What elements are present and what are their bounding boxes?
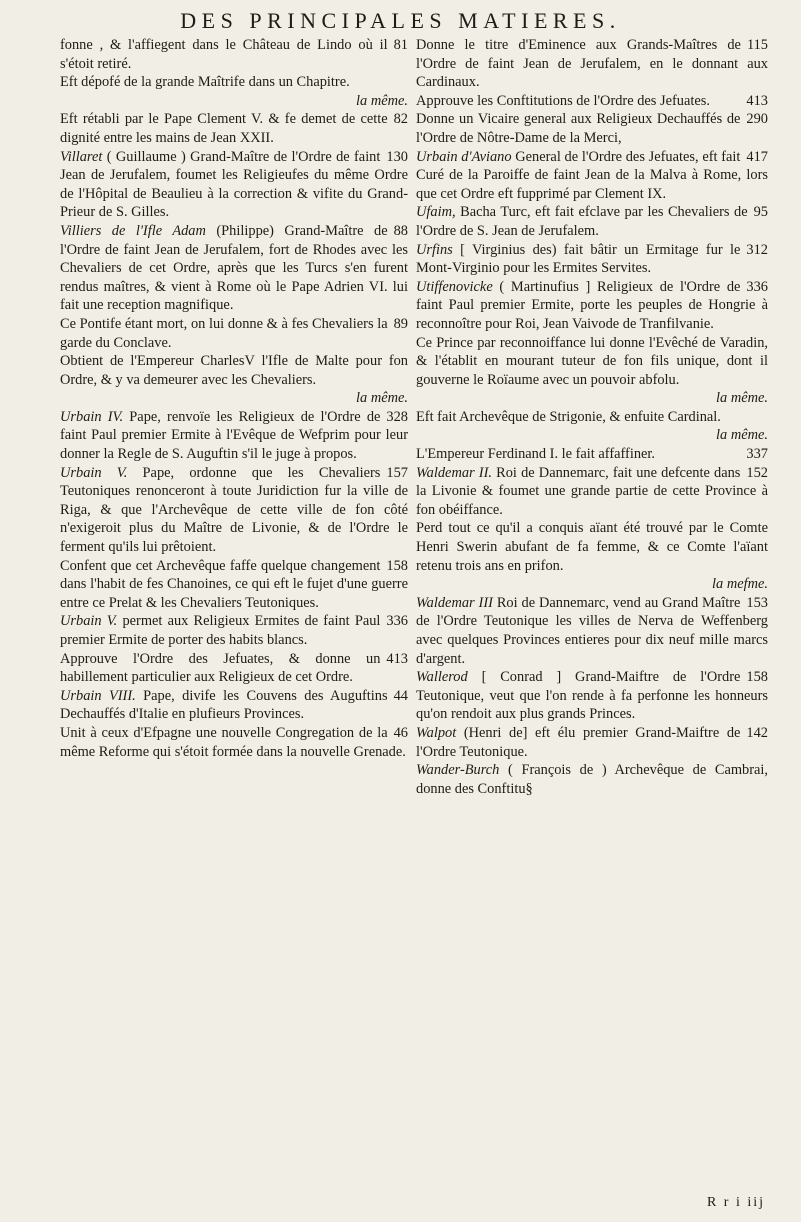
entry-reference: la même. [356, 92, 408, 109]
entry-page-number: 157 [386, 464, 408, 481]
entry-text: permet aux Religieux Ermites de faint Paul premier Ermite de porter des habits blancs. [60, 613, 381, 648]
entry-page-number: 130 [386, 148, 408, 165]
entry-headword: Urbain d'Aviano [416, 148, 512, 165]
entry-page-number: 290 [746, 111, 768, 128]
entry-text: Unit à ceux d'Efpagne une nouvelle Congregation de la même Reforme qui s'étoit formée dans la nouvelle Grenade. [60, 724, 406, 760]
entry-headword: Ufaim, [416, 204, 456, 221]
entry-page-number: 336 [746, 278, 768, 295]
index-entry [416, 761, 768, 798]
entry-text: ( Guillaume ) Grand-Maître de l'Ordre de faint Jean de Jerufalem, foumet les Religieufes du même Ordre de l'Hôpital de Beaulieu à la correction & vifite du Grand-Prieur de S. Gilles. [60, 148, 408, 221]
index-entry [416, 594, 768, 668]
right-column [416, 36, 768, 798]
index-entry [416, 668, 768, 724]
entry-page-number: 312 [746, 241, 768, 258]
entry-headword: Walpot [416, 724, 457, 741]
entry-text: ( François de ) Archevêque de Cambrai, donne des Conftitu§ [416, 762, 768, 797]
index-entry [60, 110, 408, 147]
entry-text: L'Empereur Ferdinand I. le fait affaffiner. [416, 446, 656, 463]
entry-headword: Villiers de l'Ifle Adam [60, 222, 206, 239]
entry-text: General de l'Ordre des Jefuates, eft fait Curé de la Paroiffe de faint Jean de la Malva à Rome, lors que cet Ordre eft fupprimé par Clement IX. [416, 148, 768, 202]
entry-text: (Henri de] eft élu premier Grand-Maiftre de l'Ordre Teutonique. [416, 724, 741, 760]
entry-text: Donne un Vicaire general aux Religieux Dechauffés de l'Ordre de Nôtre-Dame de la Merci, [416, 111, 741, 146]
index-entry [416, 334, 768, 408]
entry-headword: Villaret [60, 148, 103, 165]
entry-text: fonne , & l'affiegent dans le Château de Lindo où il s'étoit retiré. [60, 37, 388, 72]
index-entry [60, 222, 408, 315]
index-entry [60, 687, 408, 724]
entry-text: Perd tout ce qu'il a conquis aïant été trouvé par le Comte Henri Swerin abufant de fa femme, & ce Comte l'aïant retenu trois ans en prifon. [416, 520, 768, 574]
entry-headword: Wander-Burch [416, 762, 500, 779]
entry-page-number: 328 [386, 408, 408, 425]
index-entry [416, 241, 768, 278]
entry-text: Eft rétabli par le Pape Clement V. & fe demet de cette dignité entre les mains de Jean XXII. [60, 111, 388, 146]
entry-text: Confent que cet Archevêque faffe quelque changement dans l'habit de fes Chanoines, ce qui eft le fujet d'une guerre entre ce Prelat & les Chevaliers Teutoniques. [60, 557, 408, 611]
entry-page-number: 88 [393, 222, 408, 239]
entry-page-number: 115 [746, 37, 768, 53]
entry-page-number: 158 [746, 669, 768, 686]
entry-text: (Philippe) Grand-Maître de l'Ordre de faint Jean de Jerufalem, fort de Rhodes avec les Chevaliers de cet Ordre, après que les Turcs s'en furent rendus maîtres, & vient à Rome où le Pape Adrien VI. lui fait une reception magnifique. [60, 222, 408, 314]
entry-reference: la même. [716, 427, 768, 444]
index-entry [416, 203, 768, 240]
entry-headword: Urbain V. [60, 464, 128, 481]
entry-page-number: 95 [753, 204, 768, 221]
entry-text: Bacha Turc, eft fait efclave par les Chevaliers de l'Ordre de S. Jean de Jerufalem. [416, 204, 748, 239]
entry-reference: la même. [356, 390, 408, 407]
index-entry [416, 408, 768, 445]
entry-page-number: 152 [746, 464, 768, 481]
entry-page-number: 82 [393, 111, 408, 128]
index-entry [60, 315, 408, 352]
entry-headword: Waldemar II. [416, 464, 492, 481]
entry-page-number: 142 [746, 724, 768, 741]
entry-headword: Urbain V. [60, 613, 118, 630]
signature-mark: R r i iij [706, 1195, 765, 1210]
entry-page-number: 89 [393, 315, 408, 332]
page-header: DES PRINCIPALES MATIERES. [180, 8, 621, 33]
entry-headword: Waldemar III [416, 594, 493, 611]
entry-text: Pape, renvoïe les Religieux de l'Ordre de faint Paul premier Ermite à l'Evêque de Wefprim pour leur donner la Regle de S. Auguftin s'il le juge à propos. [60, 408, 408, 463]
left-column [60, 36, 408, 761]
entry-text: Obtient de l'Empereur CharlesV l'Ifle de Malte pour fon Ordre, & y va demeurer avec les Chevaliers. [60, 353, 408, 388]
entry-text: Pape, divife les Couvens des Auguftins Dechauffés d'Italie en plufieurs Provinces. [60, 687, 388, 723]
entry-headword: Utiffenovicke [416, 278, 493, 295]
entry-headword: Urbain VIII. [60, 687, 136, 704]
entry-page-number: 417 [746, 148, 768, 165]
entry-text: Roi de Dannemarc, vend au Grand Maître de l'Ordre Teutonique les villes de Nerva de Weffenberg avec quelques Provinces entieres pour dix neuf mille marcs d'argent. [416, 594, 768, 667]
entry-text: Ce Prince par reconnoiffance lui donne l'Evêché de Varadin, & l'établit en mourant tuteur de fon fils unique, dont il gouverne le Roïaume avec un pouvoir abfolu. [416, 334, 768, 388]
entry-page-number: 81 [393, 37, 408, 53]
entry-page-number: 337 [746, 446, 768, 463]
entry-text: Eft dépofé de la grande Maîtrife dans un Chapitre. [60, 74, 350, 91]
entry-text: Ce Pontife étant mort, on lui donne & à fes Chevaliers la garde du Conclave. [60, 315, 388, 351]
index-entry [60, 148, 408, 222]
index-entry [60, 612, 408, 649]
index-entry [416, 148, 768, 204]
entry-text: [ Virginius des) fait bâtir un Ermitage fur le Mont-Virginio pour les Ermites Servites. [416, 241, 741, 277]
entry-headword: Urfins [416, 241, 453, 258]
entry-page-number: 153 [746, 594, 768, 611]
entry-text: Eft fait Archevêque de Strigonie, & enfuite Cardinal. [416, 408, 721, 425]
index-entry [416, 724, 768, 761]
entry-text: Approuve les Conftitutions de l'Ordre des Jefuates. [416, 92, 710, 109]
index-entry [416, 445, 768, 464]
entry-text: [ Conrad ] Grand-Maiftre de l'Ordre Teutonique, veut que l'on rende à fa perfonne les honneurs qu'on rendoit aux plus grands Princes. [416, 669, 768, 723]
index-entry [416, 278, 768, 334]
entry-reference: la même. [716, 390, 768, 407]
entry-text: Pape, ordonne que les Chevaliers Teutoniques renonceront à toute Juridiction fur la ville de Riga, & que l'Archevêque de cette ville de fon côté n'exigeroit plus du Maître de Livonie, & de l'Ordre le ferment qu'ils lui prêtoient. [60, 464, 408, 556]
entry-page-number: 46 [393, 724, 408, 741]
index-entry [416, 36, 768, 92]
entry-headword: Wallerod [416, 669, 468, 686]
index-entry [60, 36, 408, 73]
index-entry [60, 352, 408, 408]
entry-text: Approuve l'Ordre des Jefuates, & donne un habillement particulier aux Religieux de cet Ordre. [60, 650, 381, 686]
index-entry [60, 408, 408, 464]
entry-text: Donne le titre d'Eminence aux Grands-Maîtres de l'Ordre de faint Jean de Jerufalem, en le donnant aux Cardinaux. [416, 37, 768, 91]
entry-reference: la mefme. [712, 576, 768, 593]
entry-page-number: 413 [386, 650, 408, 667]
entry-page-number: 158 [386, 557, 408, 574]
index-entry [416, 110, 768, 147]
index-entry [60, 464, 408, 557]
index-entry [60, 73, 408, 110]
index-entry [60, 557, 408, 613]
entry-page-number: 336 [386, 613, 408, 630]
index-entry [416, 92, 768, 111]
index-entry [60, 650, 408, 687]
entry-headword: Urbain IV. [60, 408, 124, 425]
entry-page-number: 413 [746, 92, 768, 109]
entry-text: ( Martinufius ] Religieux de l'Ordre de faint Paul premier Ermite, porte les peuples de Hongrie à reconnoître pour Roi, Jean Vaivode de Tranfilvanie. [416, 278, 768, 332]
index-entry [416, 519, 768, 593]
entry-text: Roi de Dannemarc, fait une defcente dans la Livonie & foumet une grande partie de cette Province à fon obéiffance. [416, 464, 768, 518]
index-entry [60, 724, 408, 761]
index-entry [416, 464, 768, 520]
entry-page-number: 44 [393, 687, 408, 704]
